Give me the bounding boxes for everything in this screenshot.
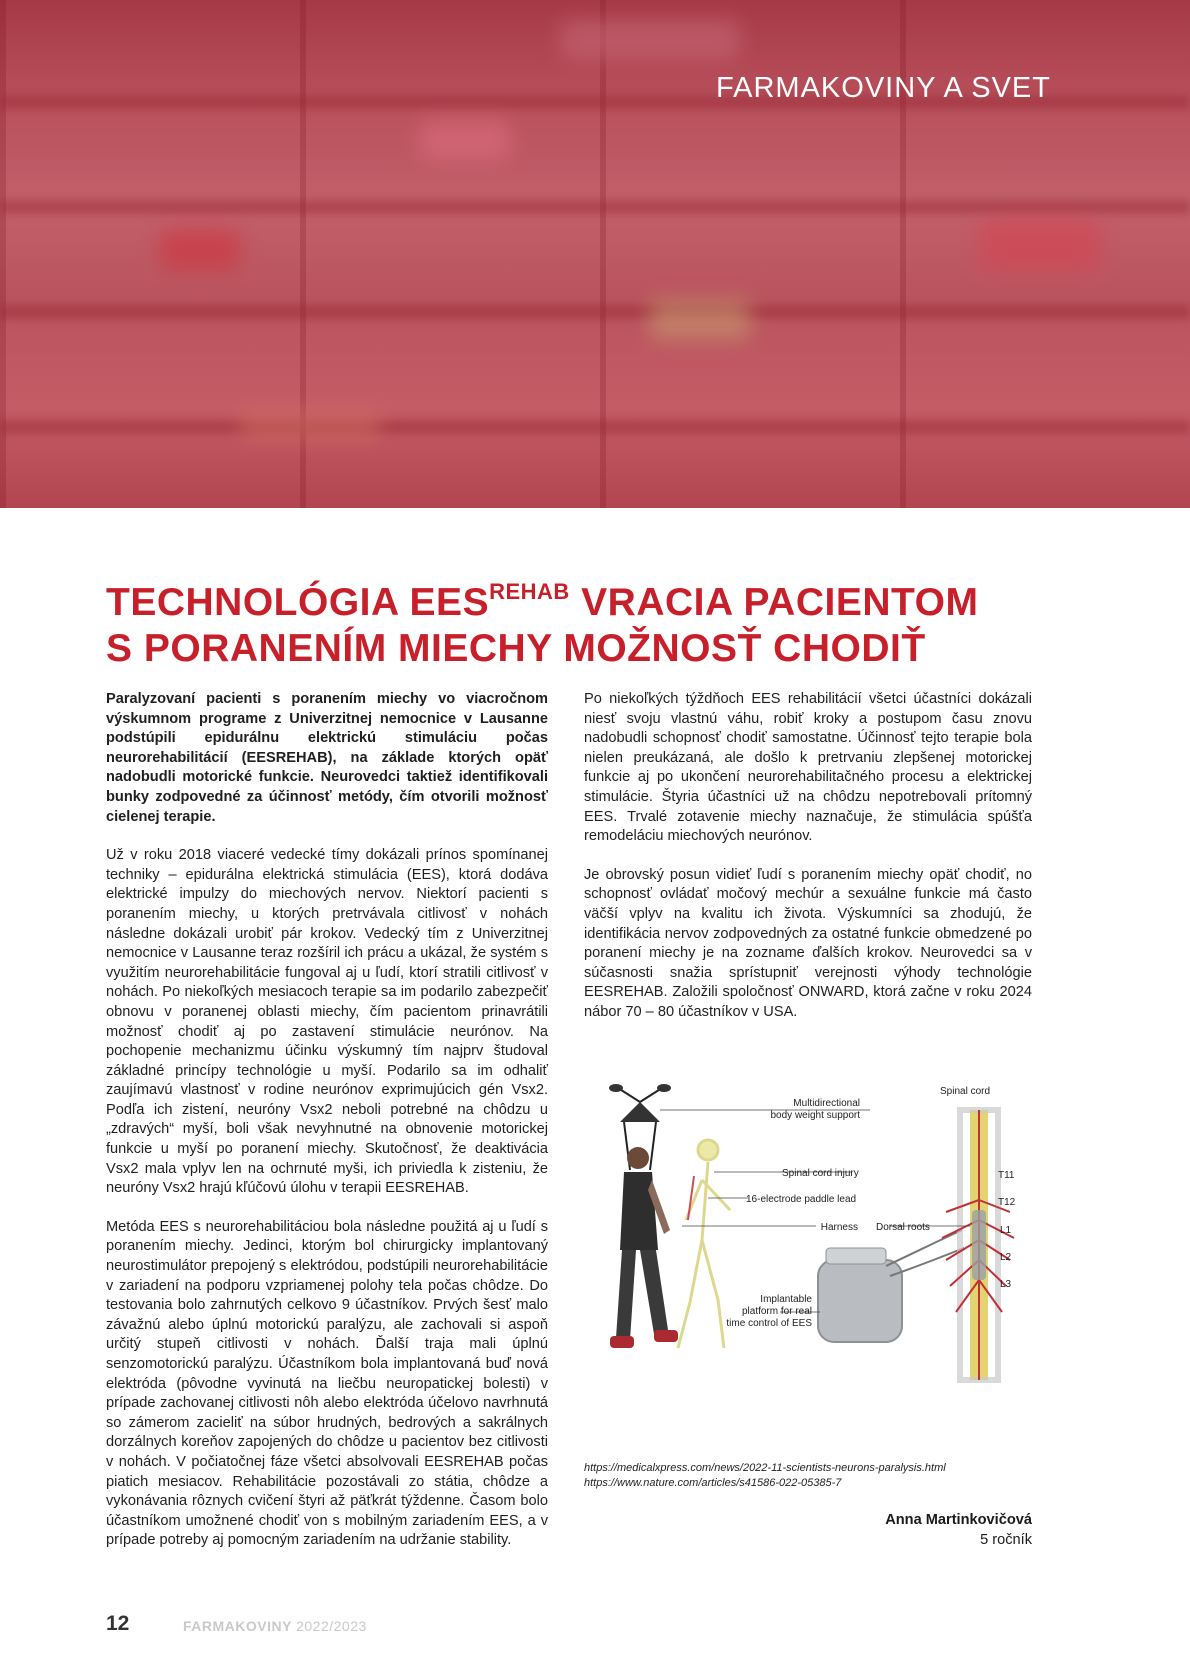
right-column (584, 690, 1032, 1042)
label-spinal-cord-injury: Spinal cord injury (782, 1168, 859, 1179)
label-platform: platform for real (741, 1306, 812, 1317)
publication-footer (183, 1618, 367, 1634)
publication-years: 2022/2023 (296, 1618, 367, 1634)
blur-product (420, 120, 510, 160)
section-label: FARMAKOVINY A SVET (716, 72, 1051, 104)
sources (584, 1461, 1032, 1491)
author-block (885, 1510, 1032, 1550)
body-paragraph: Metóda EES s neurorehabilitáciou bola následne použitá aj u ľudí s poranením miechy. Jedinci, ktorým bol chirurgicky implantovaný neurostimulátor prepojený s elektródou, podstúpili neurorehabilitácie v zariadení na podporu vzpriamenej polohy tela počas chôdze. Do testovania bolo zahrnutých celkovo 9 účastníkov. Prvých šesť malo závažnú alebo úplnú motorickú paralýzu, ale zachovali si aspoň určitý stupeň citlivosti v nohách. Ďalší traja mali úplnú senzomotorickú paralýzu. Účastníkom bola implantovaná buď nová elektróda (pôvodne vyvinutá na liečbu neuropatickej bolesti) v prípade zachovanej citlivosti nôh alebo elektróda účelovo navrhnutá so zámerom zacieliť na súbor hrudných, bedrových a sakrálnych dorzálnych koreňov zapojených do chôdze u pacientov bez citlivosti v nohách. V počiatočnej fáze všetci absolvovali EESREHAB počas piatich mesiacov. Rehabilitácie pozostávali zo státia, chôdze a vykonávania rôznych cvičení štyri až päťkrát týždenne. Časom bolo účastníkom umožnené chodiť von s mobilným zariadením EES, a v prípade potreby aj pomocným zariadením na udržanie stability. (106, 1218, 548, 1549)
label-harness: Harness (820, 1222, 858, 1233)
shelf-band (0, 200, 1190, 214)
blur-product (160, 230, 240, 270)
shelf-band (0, 420, 1190, 434)
implant-device-icon (818, 1230, 964, 1342)
patient-figure (610, 1147, 678, 1348)
body-paragraph: Je obrovský posun vidieť ľudí s poranením miechy opäť chodiť, no schopnosť ovládať močový mechúr a sexuálne funkcie má často väčší vplyv na kvalitu ich života. Výskumníci sa zhodujú, že identifikácia nervov zodpovedných za ostatné funkcie obmedzené po poranení miechy je na zozname ďalších krokov. Neurovedci sa v súčasnosti snažia sprístupniť verejnosti výhody technológie EESREHAB. Založili spoločnosť ONWARD, ktorá začne v roku 2024 nábor 70 – 80 účastníkov v USA. (584, 866, 1032, 1020)
body-paragraph: Už v roku 2018 viaceré vedecké tímy dokázali prínos spomínanej techniky – epidurálna elektrická stimulácia (EES), ktorá dodáva elektrické impulzy do miechových nervov. Niektorí pacienti s poranením miechy, u ktorých pretrvávala citlivosť v nohách následne dokázali urobiť pár krokov. Vedecký tím z Univerzitnej nemocnice v Lausanne teraz rozšíril ich prácu a ukázal, že systém s využitím neurorehabilitácie fungoval aj u ľudí, ktorí stratili citlivosť v nohách. Po niekoľkých mesiacoch terapie sa im podarilo zabezpečiť obnovu v poranenej oblasti miechy, čím pacientom prinavrátili možnosť chodiť aj po zastavení stimulácie neurónov. Na pochopenie mechanizmu účinku výskumný tím najprv študoval základné princípy technológie u myší. Podarilo sa im odhaliť zaujímavú vlastnosť v rodine neurónov exprimujúcich gén Vsx2. Podľa ich zistení, neuróny Vsx2 neboli potrebné na chôdzu u „zdravých“ myší, boli však nevyhnutné na obnovenie motorickej funkcie u myší po poranení miechy. Skutočnosť, že deaktivácia Vsx2 mala vplyv len na ochrnuté myši, ich priviedla k zisteniu, že neuróny Vsx2 hrajú kľúčovú úlohu v terapii EESREHAB. (106, 847, 548, 1197)
left-column (106, 690, 548, 1570)
blur-product (240, 410, 380, 440)
label-t12: T12 (998, 1197, 1016, 1208)
article-title (106, 580, 1066, 672)
skeleton-figure (678, 1140, 730, 1348)
title-superscript: REHAB (489, 579, 570, 604)
label-time-control: time control of EES (726, 1318, 812, 1329)
label-paddle-lead: 16-electrode paddle lead (746, 1194, 857, 1205)
title-part: TECHNOLÓGIA EES (106, 581, 490, 624)
title-part: VRACIA PACIENTOM (569, 581, 979, 624)
lead-paragraph: Paralyzovaní pacienti s poranením miechy vo viacročnom výskumnom programe z Univerzitnej nemocnice v Lausanne podstúpili epidurálnu elektrickú stimuláciu počas neurorehabilitácií (EESREHAB), na základe ktorých opäť nadobudli motorické funkcie. Neurovedci taktiež identifikovali bunky zodpovedné za účinnosť metódy, čím otvorili možnosť cielenej terapie. (106, 691, 548, 825)
body-paragraph: Po niekoľkých týždňoch EES rehabilitácií všetci účastníci dokázali niesť svoju vlastnú váhu, robiť kroky a postupom času znovu nadobudli schopnosť chodiť samostatne. Účinnosť tejto terapie bola nielen preukázaná, ale došlo k pretrvaniu zlepšenej motorickej funkcie aj po ukončení neurorehabilitačného procesu a elektrickej stimulácie. Štyria účastníci už na chôdzu nepotrebovali prítomný EES. Trvalé zotavenie miechy naznačuje, že stimulácia spúšťa remodeláciu miechových neurónov. (584, 691, 1032, 845)
publication-name: FARMAKOVINY (183, 1618, 292, 1634)
source-link[interactable]: https://medicalxpress.com/news/2022-11-scientists-neurons-paralysis.html (584, 1462, 946, 1474)
blur-product (560, 20, 740, 60)
author-year: 5 ročník (980, 1532, 1032, 1548)
blur-product (650, 300, 750, 340)
ees-system-illustration (590, 1080, 1026, 1388)
source-link[interactable]: https://www.nature.com/articles/s41586-022-05385-7 (584, 1477, 842, 1489)
label-t11: T11 (998, 1170, 1015, 1181)
header-banner (0, 0, 1190, 508)
label-implantable: Implantable (760, 1294, 812, 1305)
label-multidirectional: Multidirectional (793, 1098, 860, 1109)
label-l1: L1 (1000, 1225, 1012, 1236)
author-name: Anna Martinkovičová (885, 1512, 1032, 1528)
spinal-cord-icon (942, 1110, 1014, 1380)
label-spinal-cord: Spinal cord (940, 1086, 991, 1097)
title-line-2: S PORANENÍM MIECHY MOŽNOSŤ CHODIŤ (106, 627, 926, 670)
label-body-weight-support: body weight support (770, 1110, 860, 1121)
label-l2: L2 (1000, 1252, 1012, 1263)
label-dorsal-roots: Dorsal roots (876, 1222, 930, 1233)
page-number: 12 (106, 1612, 130, 1635)
label-l3: L3 (1000, 1279, 1012, 1290)
shelf-band (0, 305, 1190, 319)
blur-product (980, 220, 1100, 270)
